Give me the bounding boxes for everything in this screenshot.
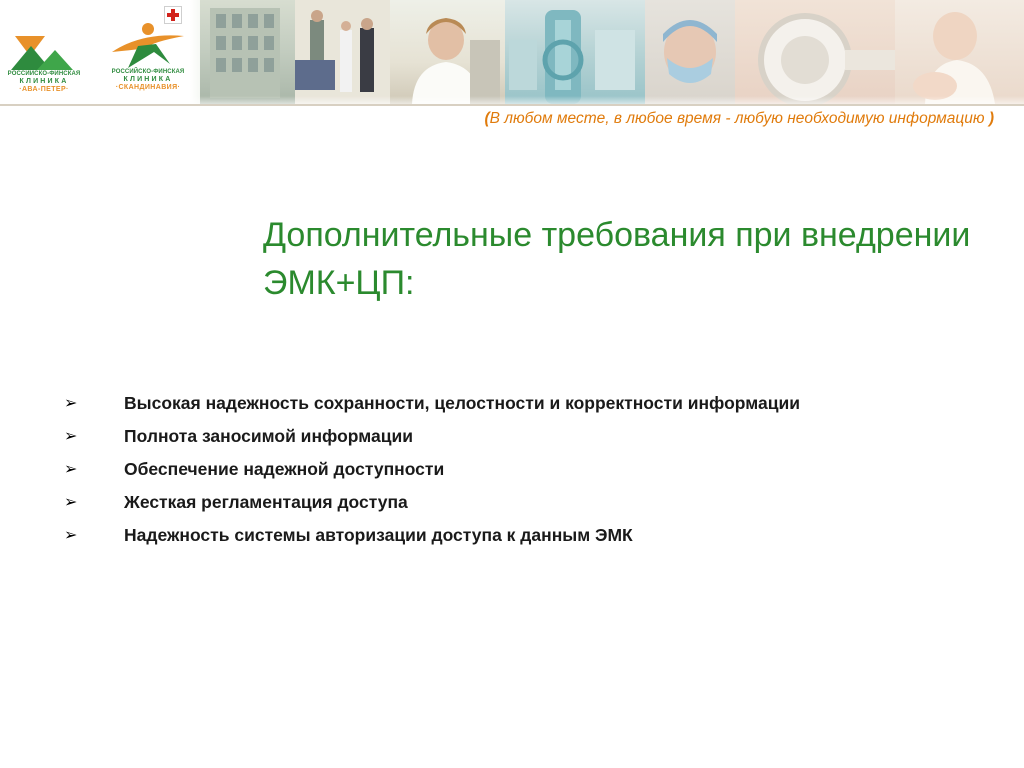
bullet-arrow-icon: ➢: [64, 494, 78, 511]
scandinavia-logo-line1: РОССИЙСКО-ФИНСКАЯ: [111, 69, 185, 75]
doctor-photo: [390, 0, 505, 104]
ava-peter-logo-line2: КЛИНИКА: [19, 78, 69, 85]
list-item-text: Полнота заносимой информации: [124, 426, 413, 446]
list-item: [60, 456, 940, 483]
slogan-text: В любом месте, в любое время - любую необходимую информацию: [489, 110, 989, 127]
bullet-arrow-icon: ➢: [64, 428, 78, 445]
scandinavia-logo-line2: КЛИНИКА: [123, 76, 173, 83]
list-item-text: Жесткая регламентация доступа: [124, 492, 408, 512]
slogan-open-paren: (: [484, 110, 490, 127]
requirements-list: [60, 390, 940, 555]
bullet-arrow-icon: ➢: [64, 527, 78, 544]
scandinavia-logo-icon: [108, 22, 188, 68]
slide-title: Дополнительные требования при внедрении ЭМК+ЦП:: [263, 216, 971, 302]
list-item: [60, 522, 940, 549]
bullet-arrow-icon: ➢: [64, 395, 78, 412]
newborn-care-photo: [895, 0, 1024, 104]
list-item-text: Высокая надежность сохранности, целостности и корректности информации: [124, 393, 800, 413]
slogan-close-paren: ): [988, 110, 994, 127]
header-photo-collage: [200, 0, 1024, 104]
list-item-text: Надежность системы авторизации доступа к данным ЭМК: [124, 525, 633, 545]
building-facade-image: [200, 0, 390, 104]
ava-peter-logo-line3: ·АВА-ПЕТЕР·: [19, 86, 69, 93]
medical-equipment-photo: [505, 0, 645, 104]
surgeon-photo: [645, 0, 735, 104]
list-item-text: Обеспечение надежной доступности: [124, 459, 445, 479]
list-item: [60, 489, 940, 516]
red-cross-icon: [164, 6, 182, 24]
slogan: [484, 110, 994, 128]
scandinavia-logo: [104, 22, 192, 91]
bullet-arrow-icon: ➢: [64, 461, 78, 478]
clinic-building-photo: [200, 0, 390, 104]
ava-peter-logo: [6, 36, 82, 93]
list-item: [60, 390, 940, 417]
mri-equipment-photo: [735, 0, 895, 104]
scandinavia-logo-line3: ·СКАНДИНАВИЯ·: [115, 84, 181, 91]
ava-peter-logo-icon: [11, 36, 77, 70]
header-divider: [0, 104, 1024, 106]
ava-peter-logo-line1: РОССИЙСКО-ФИНСКАЯ: [7, 71, 81, 77]
list-item: [60, 423, 940, 450]
